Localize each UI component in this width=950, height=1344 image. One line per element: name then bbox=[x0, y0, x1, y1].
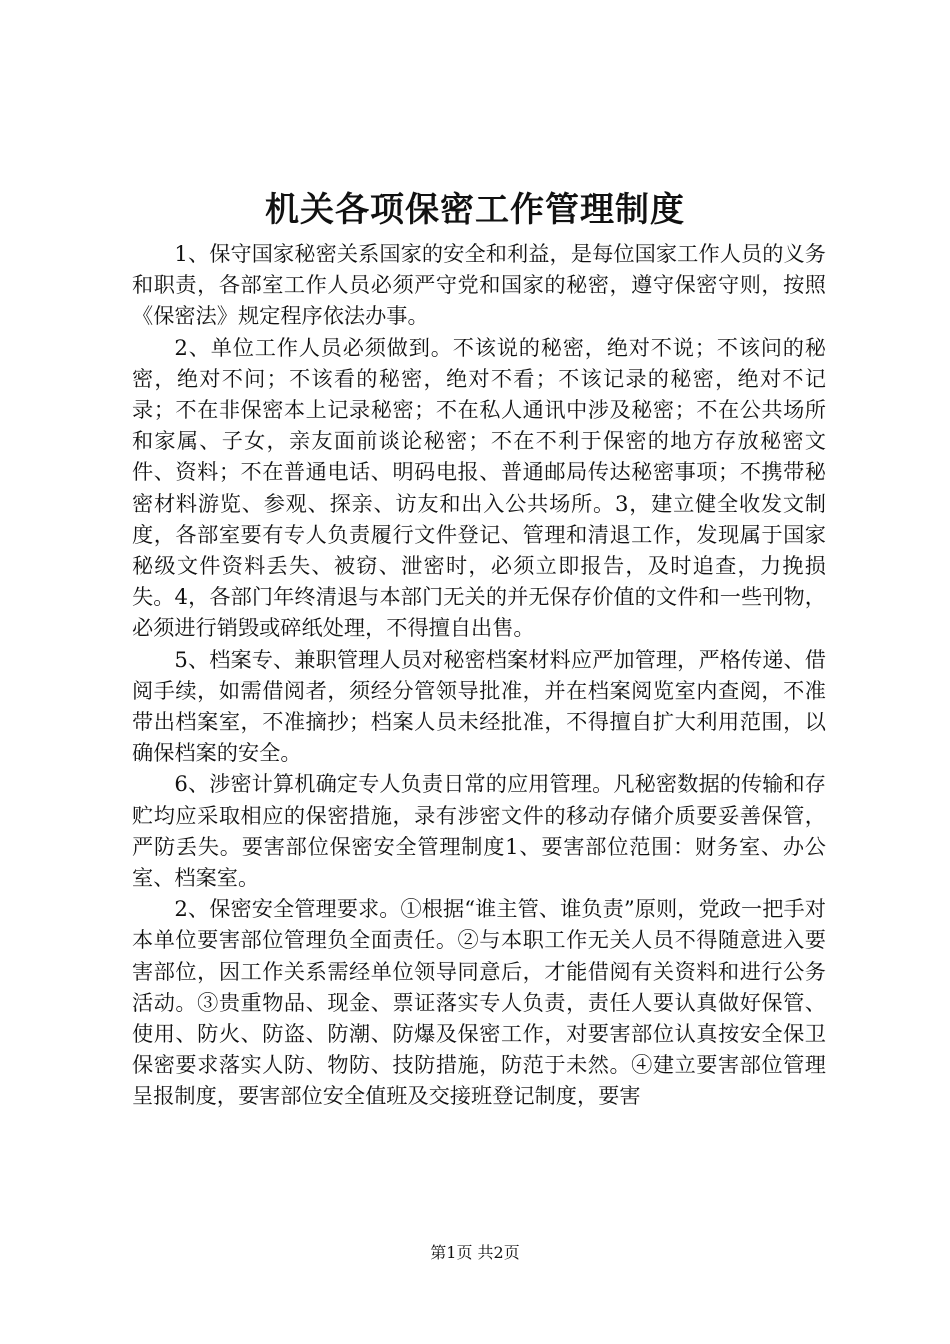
paragraph-2: 2、单位工作人员必须做到。不该说的秘密，绝对不说；不该问的秘密，绝对不问；不该看的秘密，绝对不看；不该记录的秘密，绝对不记录；不在非保密本上记录秘密；不在私人通讯中涉及秘密；不在公共场所和家属、子女，亲友面前谈论秘密；不在不利于保密的地方存放秘密文件、资料；不在普通电话、明码电报、普通邮局传达秘密事项；不携带秘密材料游览、参观、探亲、访友和出入公共场所。3，建立健全收发文制度，各部室要有专人负责履行文件登记、管理和清退工作，发现属于国家秘级文件资料丢失、被窃、泄密时，必须立即报告，及时追查，力挽损失。4，各部门年终清退与本部门无关的并无保存价值的文件和一些刊物，必须进行销毁或碎纸处理，不得擅自出售。 bbox=[132, 334, 826, 641]
paragraph-5: 2、保密安全管理要求。①根据“谁主管、谁负责”原则，党政一把手对本单位要害部位管理负全面责任。②与本职工作无关人员不得随意进入要害部位，因工作关系需经单位领导同意后，才能借阅有关资料和进行公务活动。③贵重物品、现金、票证落实专人负责，责任人要认真做好保管、使用、防火、防盗、防潮、防爆及保密工作，对要害部位认真按安全保卫保密要求落实人防、物防、技防措施，防范于未然。④建立要害部位管理呈报制度，要害部位安全值班及交接班登记制度，要害 bbox=[132, 896, 826, 1109]
page-number-footer: 第1页 共2页 bbox=[430, 1243, 520, 1262]
document-title: 机关各项保密工作管理制度 bbox=[265, 190, 685, 230]
paragraph-1: 1、保守国家秘密关系国家的安全和利益，是每位国家工作人员的义务和职责，各部室工作人员必须严守党和国家的秘密，遵守保密守则，按照《保密法》规定程序依法办事。 bbox=[132, 241, 826, 329]
paragraph-4: 6、涉密计算机确定专人负责日常的应用管理。凡秘密数据的传输和存贮均应采取相应的保密措施，录有涉密文件的移动存储介质要妥善保管，严防丢失。要害部位保密安全管理制度1、要害部位范围：财务室、办公室、档案室。 bbox=[132, 771, 826, 891]
paragraph-3: 5、档案专、兼职管理人员对秘密档案材料应严加管理，严格传递、借阅手续，如需借阅者，须经分管领导批准，并在档案阅览室内查阅，不准带出档案室，不准摘抄；档案人员未经批准，不得擅自扩大利用范围，以确保档案的安全。 bbox=[132, 646, 826, 766]
document-body bbox=[132, 238, 826, 1112]
